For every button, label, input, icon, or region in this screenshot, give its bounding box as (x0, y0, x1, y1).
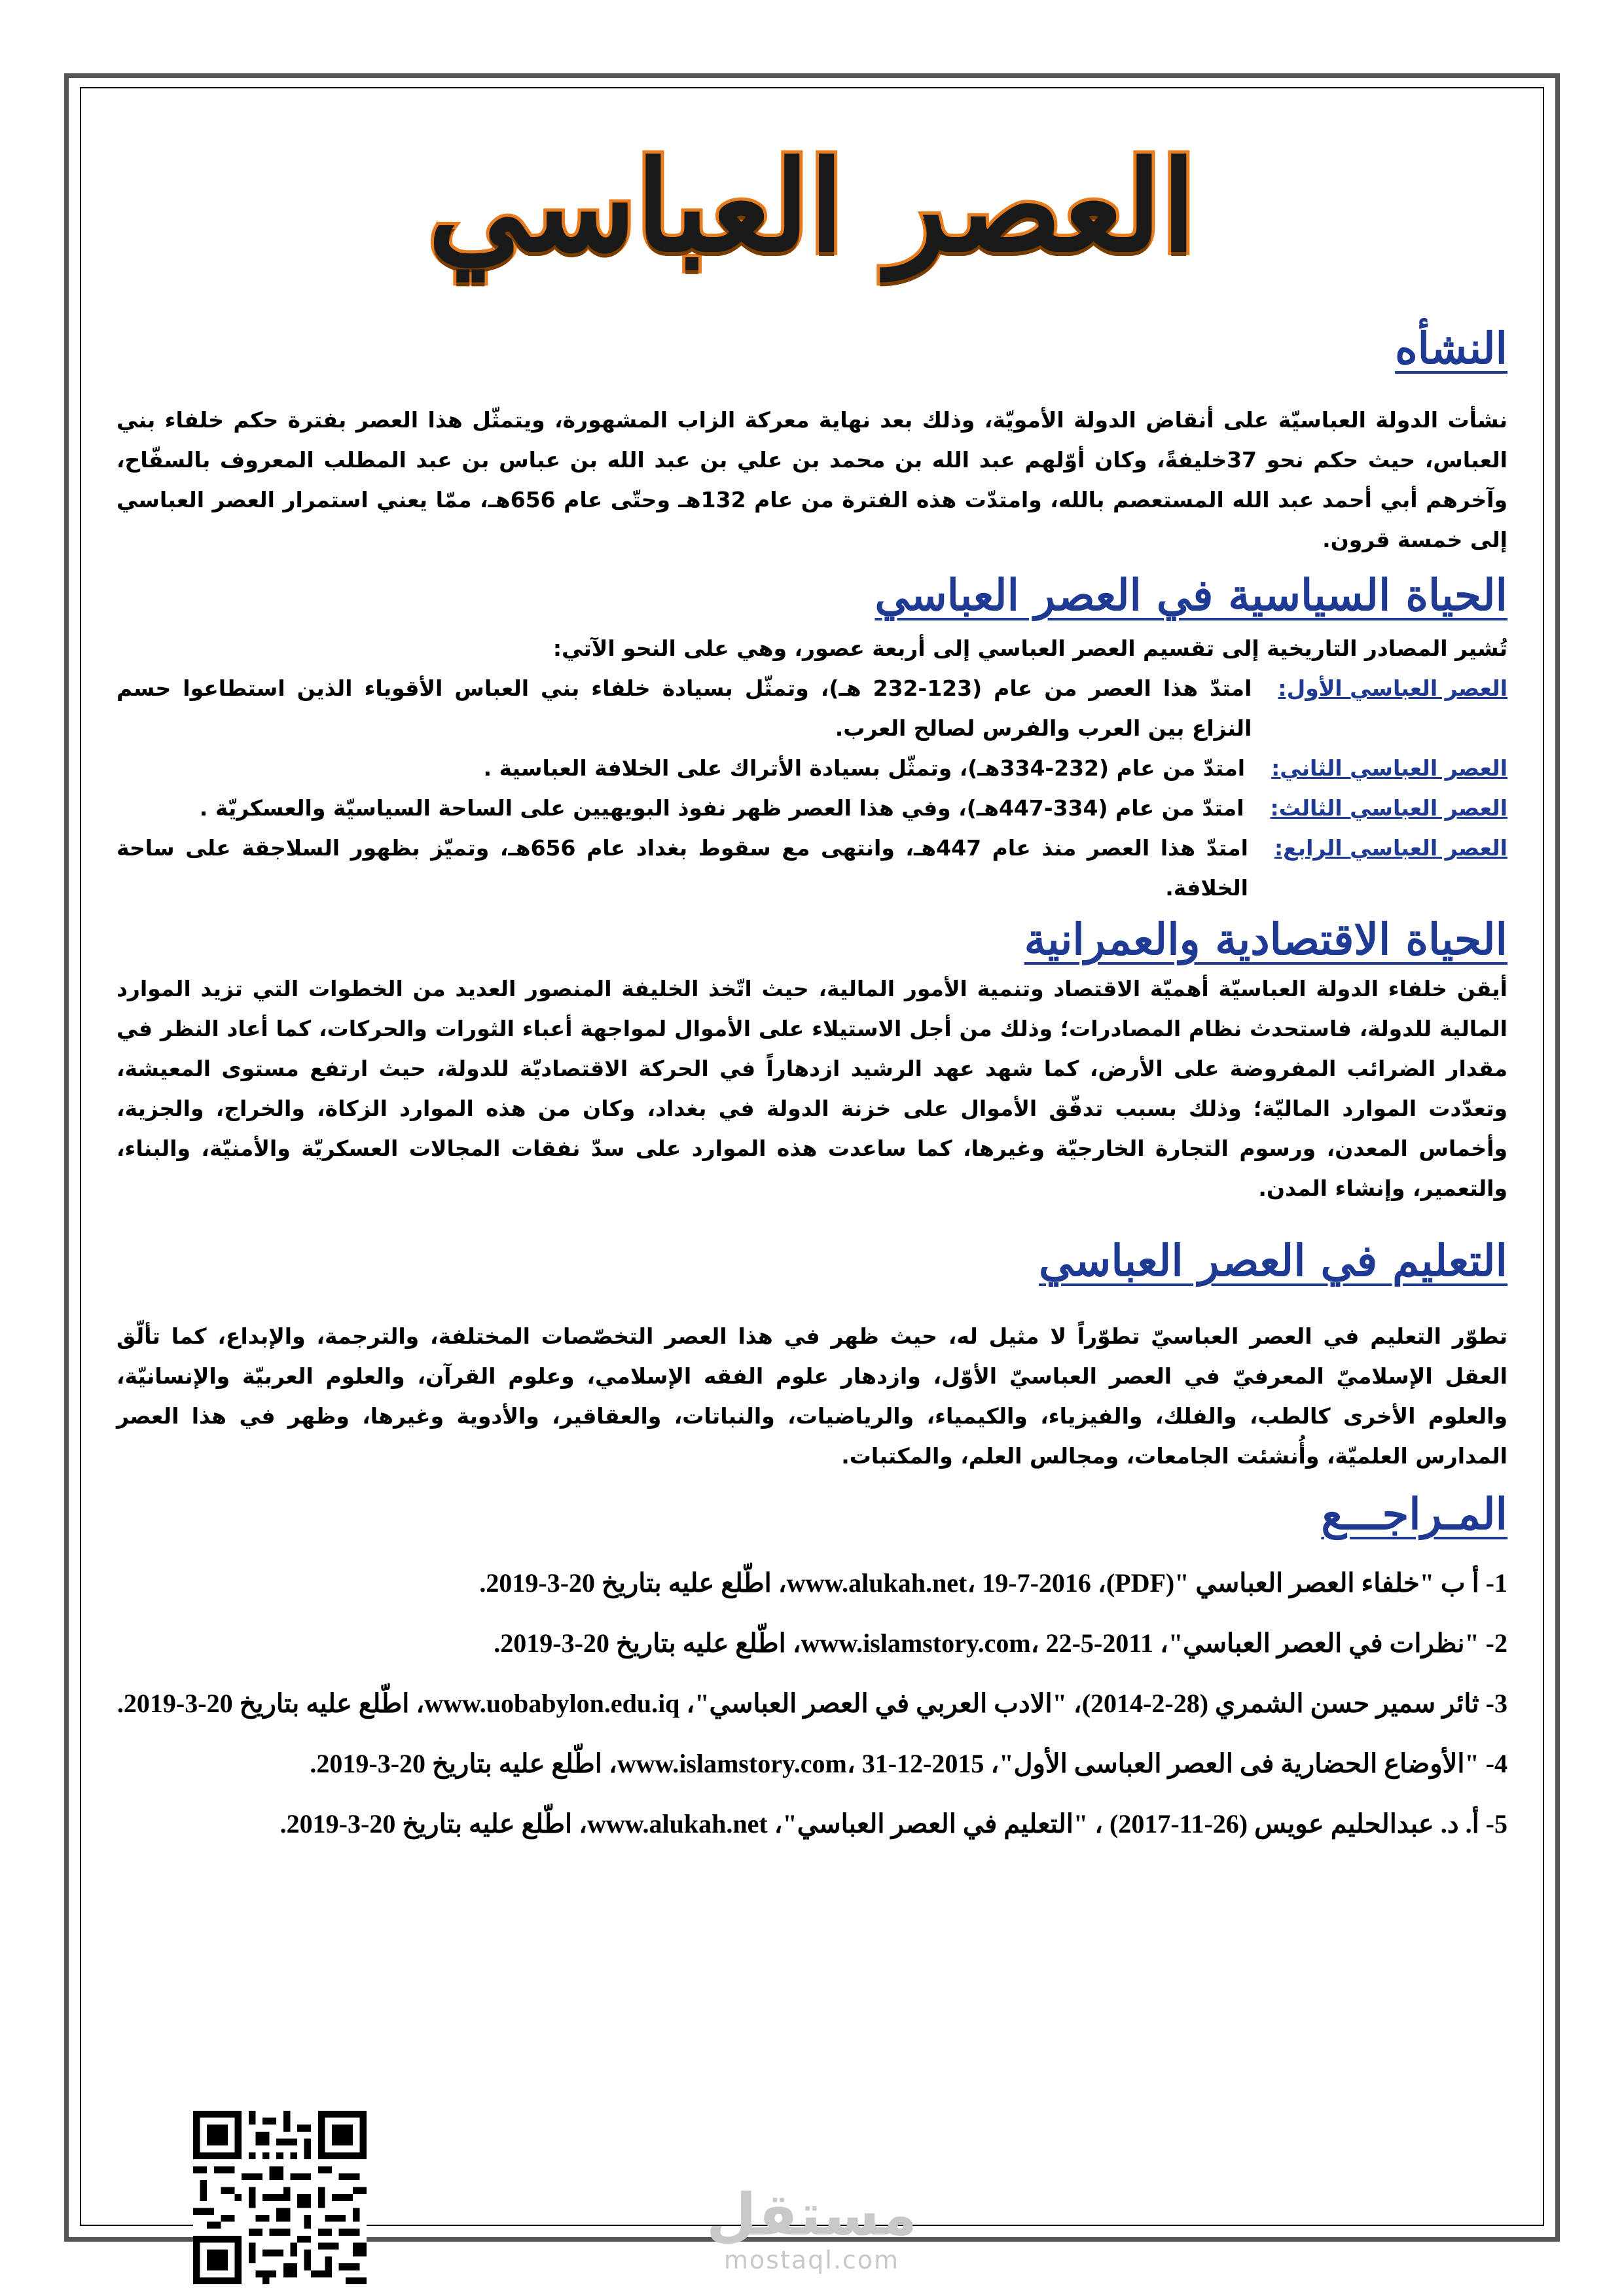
reference-item: 5- أ. د. عبدالحليم عويس (26-11-2017) ، "التعليم في العصر العباسي"، www.alukah.net، اطّلع عليه بتاريخ 20-3-2019. (280, 1809, 1507, 1839)
section-references (117, 1485, 1507, 1844)
mostaql-watermark (681, 2181, 943, 2274)
era-row (117, 668, 1507, 748)
political-intro: تُشير المصادر التاريخية إلى تقسيم العصر العباسي إلى أربعة عصور، وهي على النحو الآتي: (552, 636, 1507, 662)
page-title-text: العصر العباسي (427, 133, 1197, 279)
reference-item: 1- أ ب "خلفاء العصر العباسي "(PDF)، www.alukah.net، 19-7-2016، اطّلع عليه بتاريخ 20-3-2019. (479, 1568, 1507, 1598)
references-list (117, 1563, 1507, 1844)
era-label: العصر العباسي الثاني: (1271, 755, 1507, 781)
era-text: امتدّ من عام (334-447هـ)، وفي هذا العصر ظهر نفوذ البويهيين على الساحة السياسيّة والعسكريّة . (199, 795, 1244, 821)
document-body (117, 314, 1507, 1864)
heading-economic: الحياة الاقتصادية والعمرانية (1024, 914, 1507, 965)
reference-item: 4- "الأوضاع الحضارية فى العصر العباسى الأول"، www.islamstory.com، 31-12-2015، اطّلع عليه بتاريخ 20-3-2019. (310, 1749, 1507, 1779)
heading-origin: النشأه (1395, 323, 1507, 374)
heading-references: المـراجـــع (1321, 1488, 1507, 1540)
economic-paragraph: أيقن خلفاء الدولة العباسيّة أهميّة الاقتصاد وتنمية الأمور المالية، حيث اتّخذ الخليفة المنصور العديد من الخطوات التي تزيد الموارد المالية للدولة، فاستحدث نظام المصادرات؛ وذلك من أجل الاستيلاء على الأموال لمواجهة أعباء الثورات والحركات، كما أعاد النظر في مقدار الضرائب المفروضة على الأرض، كما شهد عهد الرشيد ازدهاراً في الحركة الاقتصاديّة للدولة، حيث ارتفع مستوى المعيشة، وتعدّدت الموارد الماليّة؛ وذلك بسبب تدفّق الأموال على خزنة الدولة في بغداد، وكان من هذه الموارد الزكاة، والخراج، والجزية، وأخماس المعدن، ورسوم التجارة الخارجيّة وغيرها، كما ساعدت هذه الموارد على سدّ نفقات المجالات العسكريّة والأمنيّة، والبناء، والتعمير، وإنشاء المدن. (117, 976, 1507, 1202)
section-origin (117, 319, 1507, 560)
watermark-arabic: مستقل (706, 2181, 917, 2248)
reference-item: 2- "نظرات في العصر العباسي"، www.islamstory.com، 22-5-2011، اطّلع عليه بتاريخ 20-3-2019. (494, 1628, 1507, 1659)
heading-education: التعليم في العصر العباسي (1039, 1235, 1507, 1287)
era-label: العصر العباسي الأول: (1278, 675, 1507, 702)
era-label: العصر العباسي الثالث: (1270, 795, 1507, 821)
era-text: امتدّ هذا العصر منذ عام 447هـ، وانتهى مع سقوط بغداد عام 656هـ، وتميّز بظهور السلاجقة على ساحة الخلافة. (117, 835, 1248, 901)
reference-item: 3- ثائر سمير حسن الشمري (28-2-2014)، "الادب العربي في العصر العباسي"، www.uobabylon.edu.iq، اطّلع عليه بتاريخ 20-3-2019. (117, 1689, 1507, 1719)
era-label: العصر العباسي الرابع: (1274, 835, 1507, 861)
era-text: امتدّ من عام (232-334هـ)، وتمثّل بسيادة الأتراك على الخلافة العباسية . (483, 755, 1246, 781)
page-title (0, 111, 1624, 301)
qr-code (193, 2111, 367, 2284)
section-education (117, 1232, 1507, 1476)
watermark-latin: mostaql.com (723, 2246, 900, 2274)
era-row (117, 788, 1507, 828)
section-political (117, 566, 1507, 908)
era-row (117, 828, 1507, 908)
heading-political: الحياة السياسية في العصر العباسي (875, 569, 1507, 621)
section-economic (117, 910, 1507, 1208)
education-paragraph: تطوّر التعليم في العصر العباسيّ تطوّراً لا مثيل له، حيث ظهر في هذا العصر التخصّصات المختلفة، والترجمة، والإبداع، كما تألّق العقل الإسلاميّ المعرفيّ في العصر العباسيّ الأوّل، وازدهار علوم الفقه الإسلامي، وعلوم القرآن، والعلوم العربيّة والإنسانيّة، والعلوم الأخرى كالطب، والفلك، والفيزياء، والكيمياء، والرياضيات، والنباتات، والعقاقير، والأدوية وغيرها، وظهر في هذا العصر المدارس العلميّة، وأُنشئت الجامعات، ومجالس العلم، والمكتبات. (117, 1323, 1507, 1469)
era-text: امتدّ هذا العصر من عام (123-232 هـ)، وتمثّل بسيادة خلفاء بني العباس الأقوياء الذين استطاعوا حسم النزاع بين العرب والفرس لصالح العرب. (117, 675, 1252, 742)
origin-paragraph: نشأت الدولة العباسيّة على أنقاض الدولة الأمويّة، وذلك بعد نهاية معركة الزاب المشهورة، ويتمثّل هذا العصر بفترة حكم خلفاء بني العباس، حيث حكم نحو 37خليفةً، وكان أوّلهم عبد الله بن محمد بن علي بن عبد الله بن عباس بن عبد المطلب المعروف بالسفّاح، وآخرهم أبي أحمد عبد الله المستعصم بالله، وامتدّت هذه الفترة من عام 132هـ وحتّى عام 656هـ، ممّا يعني استمرار العصر العباسي إلى خمسة قرون. (117, 407, 1508, 553)
era-row (117, 748, 1507, 788)
